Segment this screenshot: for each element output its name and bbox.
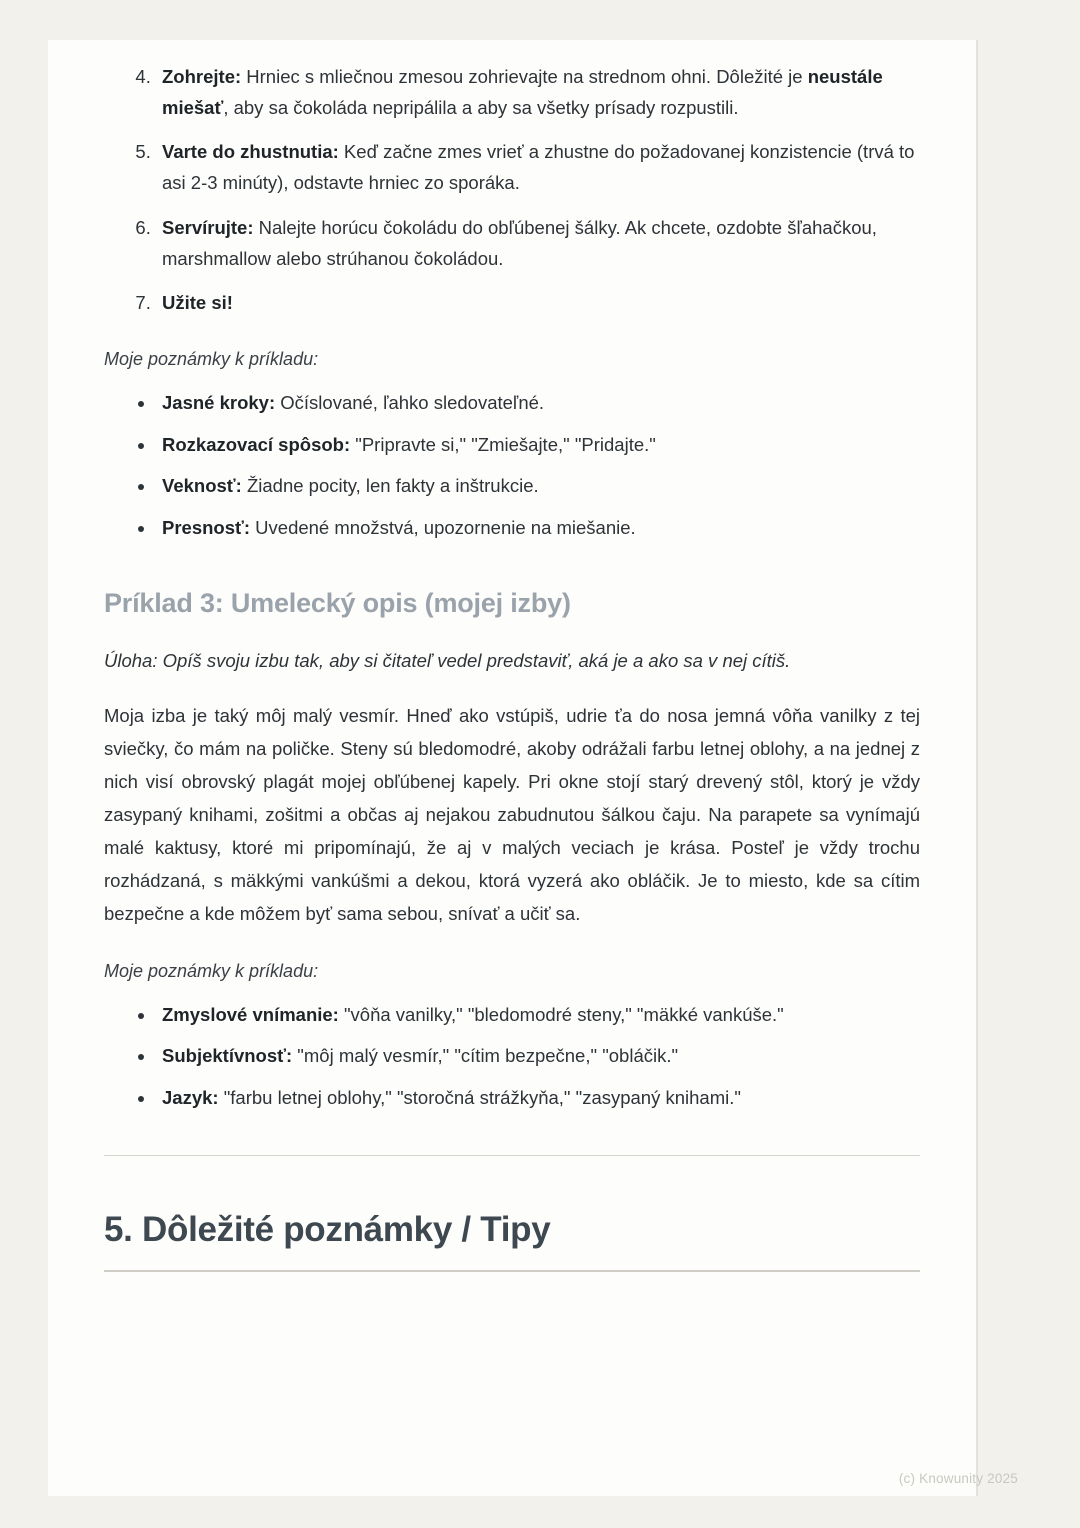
section-5-heading: 5. Dôležité poznámky / Tipy (104, 1209, 551, 1249)
recipe-step (156, 62, 920, 123)
recipe-step (156, 213, 920, 274)
document-sheet (48, 40, 976, 1496)
example-3-task: Úloha: Opíš svoju izbu tak, aby si čitateľ vedel predstaviť, aká je a ako sa v nej cítiš. (104, 650, 791, 672)
step-title: Varte do zhustnutia: (162, 141, 339, 163)
note-item (156, 471, 920, 501)
document-content (104, 62, 920, 1272)
section-divider (104, 1155, 920, 1156)
note-item (156, 1083, 920, 1113)
note-term: Jasné kroky: (162, 392, 276, 414)
note-item (156, 388, 920, 418)
example-3-body: Moja izba je taký môj malý vesmír. Hneď ako vstúpiš, udrie ťa do nosa jemná vôňa vanilky z tej sviečky, čo mám na poličke. Steny sú bledomodré, akoby odrážali farbu letnej oblohy, a na jednej z nich visí obrovský plagát mojej obľúbenej kapely. Pri okne stojí starý drevený stôl, ktorý je vždy zasypaný knihami, zošitmi a občas aj nejakou zabudnutou šálkou čaju. Na parapete sa vynímajú malé kaktusy, ktoré mi pripomínajú, že aj v malých veciach je krása. Posteľ je vždy trochu rozhádzaná, s mäkkými vankúšmi a dekou, ktorá vyzerá ako obláčik. Je to miesto, kde sa cítim bezpečne a kde môžem byť sama sebou, snívať a učiť sa. (104, 705, 920, 924)
note-term: Rozkazovací spôsob: (162, 433, 351, 455)
step-text: Hrniec s mliečnou zmesou zohrievajte na strednom ohni. Dôležité je (241, 66, 808, 87)
note-text: Uvedené množstvá, upozornenie na miešanie. (250, 516, 636, 538)
step-title: Zohrejte: (162, 66, 242, 87)
note-term: Jazyk: (162, 1086, 219, 1108)
recipe-step (156, 137, 920, 198)
note-text: "farbu letnej oblohy," "storočná strážkyňa," "zasypaný knihami." (218, 1086, 741, 1108)
note-term: Subjektívnosť: (162, 1045, 293, 1067)
step-title: Servírujte: (162, 216, 254, 238)
step-title: Užite si! (162, 292, 233, 314)
note-term: Zmyslové vnímanie: (162, 1003, 339, 1025)
note-text: "vôňa vanilky," "bledomodré steny," "mäkké vankúše." (338, 1003, 784, 1025)
note-text: "môj malý vesmír," "cítim bezpečne," "obláčik." (292, 1045, 679, 1067)
note-term: Veknosť: (162, 475, 242, 497)
note-term: Presnosť: (162, 516, 251, 538)
note-item (156, 1000, 920, 1030)
section-5-rule (104, 1270, 920, 1272)
note-item (156, 430, 920, 460)
recipe-steps-list (104, 62, 920, 319)
note-text: "Pripravte si," "Zmiešajte," "Pridajte." (350, 433, 656, 455)
note-text: Očíslované, ľahko sledovateľné. (275, 392, 545, 414)
step-emphasis: neustále miešať (162, 66, 883, 118)
notes-label-1: Moje poznámky k príkladu: (104, 348, 319, 369)
recipe-step (156, 288, 920, 319)
note-item (156, 513, 920, 543)
step-text: Nalejte horúcu čokoládu do obľúbenej šálky. Ak chcete, ozdobte šľahačkou, marshmallow alebo strúhanou čokoládou. (162, 216, 877, 269)
example-3-heading: Príklad 3: Umelecký opis (mojej izby) (104, 588, 571, 619)
step-text: Keď začne zmes vrieť a zhustne do požadovanej konzistencie (trvá to asi 2-3 minúty), odstavte hrniec zo sporáka. (162, 141, 915, 194)
note-text: Žiadne pocity, len fakty a inštrukcie. (241, 475, 539, 497)
watermark: (c) Knowunity 2025 (898, 1471, 1018, 1486)
step-text-tail: , aby sa čokoláda nepripálila a aby sa všetky prísady rozpustili. (223, 96, 739, 118)
notes-list-2 (104, 1000, 920, 1113)
notes-label-2: Moje poznámky k príkladu: (104, 960, 319, 981)
note-item (156, 1041, 920, 1071)
notes-list-1 (104, 388, 920, 542)
